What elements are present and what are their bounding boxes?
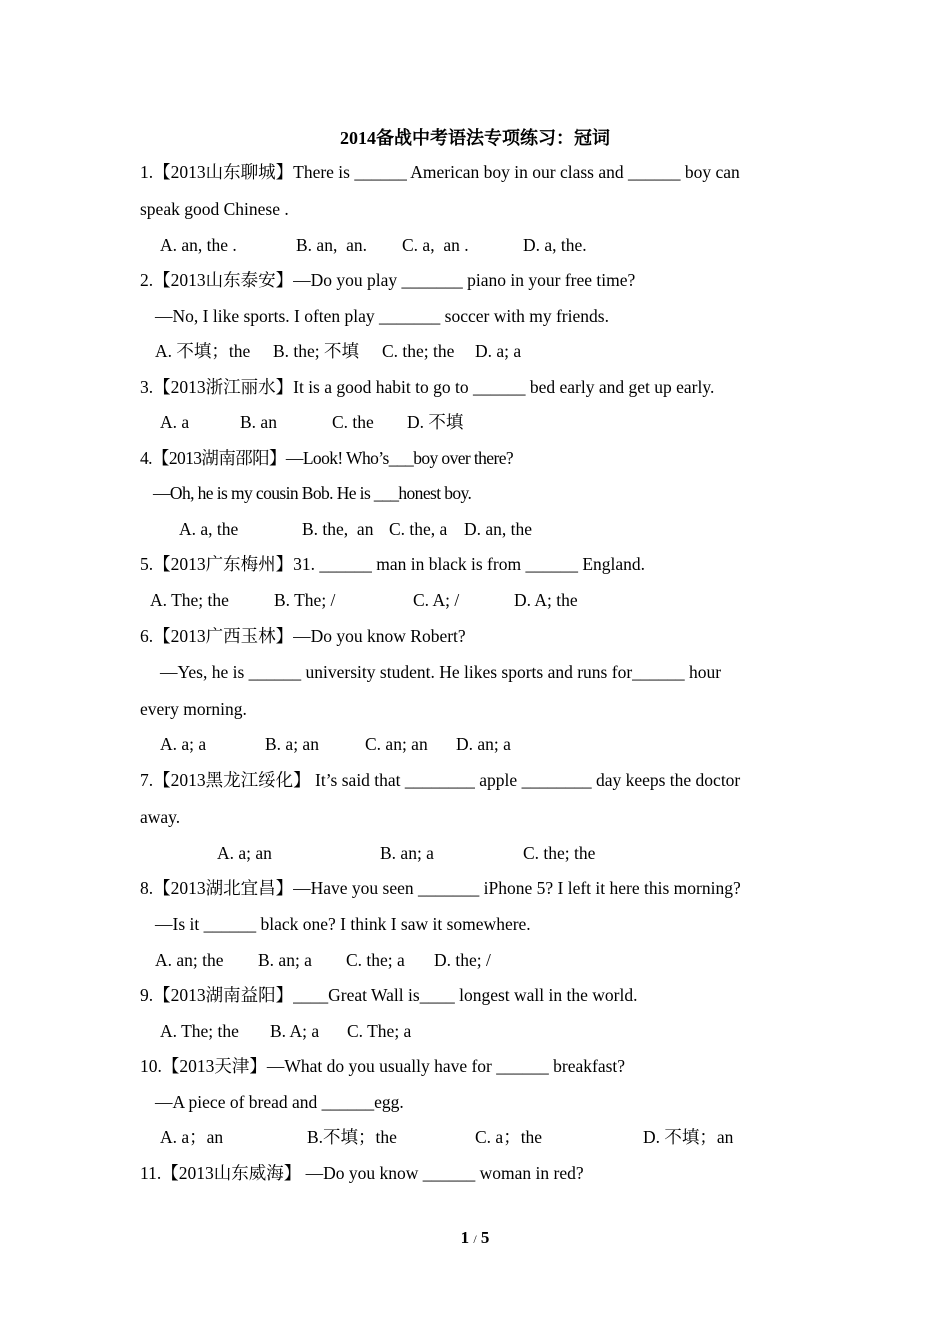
- q8-option-b: B. an; a: [258, 950, 312, 970]
- q8-stem-line-2: —Is it ______ black one? I think I saw it somewhere.: [155, 914, 531, 934]
- q3-stem-line-1: 3.【2013浙江丽水】It is a good habit to go to ______ bed early and get up early.: [140, 377, 715, 397]
- q9-stem-line-1: 9.【2013湖南益阳】____Great Wall is____ longest wall in the world.: [140, 985, 638, 1005]
- q10-stem-line-2: —A piece of bread and ______egg.: [155, 1092, 404, 1112]
- q8-stem-line-1: 8.【2013湖北宜昌】—Have you seen _______ iPhone 5? I left it here this morning?: [140, 878, 741, 898]
- q4-stem-line-1: 4.【2013湖南邵阳】—Look! Who’s___boy over there?: [140, 448, 514, 468]
- q1-option-a: A. an, the .: [160, 235, 237, 255]
- q2-stem-line-1: 2.【2013山东泰安】—Do you play _______ piano in your free time?: [140, 270, 636, 290]
- q5-stem-line-1: 5.【2013广东梅州】31. ______ man in black is from ______ England.: [140, 554, 646, 574]
- q7-option-c: C. the; the: [523, 843, 596, 863]
- q10-option-a: A. a；an: [160, 1127, 224, 1147]
- q5-option-a: A. The; the: [150, 590, 229, 610]
- q4-option-b: B. the, an: [302, 519, 374, 539]
- q10-option-b: B.不填；the: [307, 1127, 397, 1147]
- total-pages: 5: [480, 1228, 490, 1247]
- q4-option-a: A. a, the: [179, 519, 239, 539]
- q8-option-a: A. an; the: [155, 950, 224, 970]
- q6-option-c: C. an; an: [365, 734, 428, 754]
- q5-option-c: C. A; /: [413, 590, 460, 610]
- q8-option-d: D. the; /: [434, 950, 491, 970]
- q2-stem-line-2: —No, I like sports. I often play _______ soccer with my friends.: [155, 306, 609, 326]
- q1-option-b: B. an, an.: [296, 235, 367, 255]
- q5-option-d: D. A; the: [514, 590, 578, 610]
- q2-option-c: C. the; the: [382, 341, 455, 361]
- q6-stem-line-3: every morning.: [140, 699, 247, 719]
- q10-stem-line-1: 10.【2013天津】—What do you usually have for ______ breakfast?: [140, 1056, 626, 1076]
- document-title: 2014备战中考语法专项练习：冠词: [340, 128, 610, 148]
- q8-option-c: C. the; a: [346, 950, 405, 970]
- q4-option-d: D. an, the: [464, 519, 533, 539]
- q9-option-b: B. A; a: [270, 1021, 320, 1041]
- q7-stem-line-1: 7.【2013黑龙江绥化】 It’s said that ________ apple ________ day keeps the doctor: [140, 770, 741, 790]
- page-number: [0, 1228, 950, 1248]
- q1-stem-line-1: 1.【2013山东聊城】There is ______ American boy in our class and ______ boy can: [140, 162, 740, 182]
- q6-stem-line-1: 6.【2013广西玉林】—Do you know Robert?: [140, 626, 466, 646]
- q9-option-c: C. The; a: [347, 1021, 412, 1041]
- q7-option-b: B. an; a: [380, 843, 434, 863]
- current-page: 1: [460, 1228, 470, 1247]
- q9-option-a: A. The; the: [160, 1021, 239, 1041]
- q5-option-b: B. The; /: [274, 590, 336, 610]
- q6-option-a: A. a; a: [160, 734, 207, 754]
- q2-option-d: D. a; a: [475, 341, 522, 361]
- q6-stem-line-2: —Yes, he is ______ university student. He likes sports and runs for______ hour: [160, 662, 722, 682]
- q11-stem-line-1: 11.【2013山东威海】 —Do you know ______ woman in red?: [140, 1163, 584, 1183]
- q6-option-b: B. a; an: [265, 734, 319, 754]
- q10-option-c: C. a；the: [475, 1127, 543, 1147]
- q3-option-d: D. 不填: [407, 412, 464, 432]
- page-separator: /: [473, 1232, 477, 1246]
- q3-option-b: B. an: [240, 412, 277, 432]
- q1-stem-line-2: speak good Chinese .: [140, 199, 289, 219]
- q6-option-d: D. an; a: [456, 734, 511, 754]
- q10-option-d: D. 不填；an: [643, 1127, 734, 1147]
- q3-option-c: C. the: [332, 412, 374, 432]
- q7-stem-line-2: away.: [140, 807, 181, 827]
- q1-option-c: C. a, an .: [402, 235, 469, 255]
- q1-option-d: D. a, the.: [523, 235, 587, 255]
- q2-option-a: A. 不填；the: [155, 341, 251, 361]
- q2-option-b: B. the; 不填: [273, 341, 360, 361]
- q3-option-a: A. a: [160, 412, 190, 432]
- q7-option-a: A. a; an: [217, 843, 272, 863]
- q4-stem-line-2: —Oh, he is my cousin Bob. He is ___honest boy.: [153, 483, 472, 503]
- q4-option-c: C. the, a: [389, 519, 448, 539]
